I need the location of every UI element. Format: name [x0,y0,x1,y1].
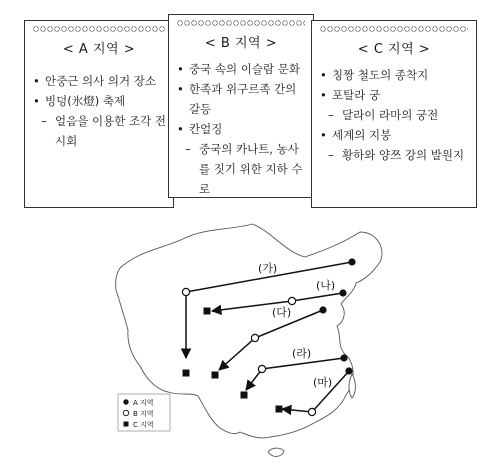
legend-b-marker [123,410,128,415]
note-b-subline: – 중국의 카나트, 농사를 짓기 위한 지하 수로 [185,142,303,196]
binder-holes [320,26,468,32]
note-card-c [311,20,477,208]
legend-b-label: B 지역 [133,410,154,418]
note-c-subline: – 달라이 라마의 궁전 [328,108,439,122]
note-a-body [33,71,167,151]
route-ma-c-point [276,406,283,413]
note-b-line: • 칸얼징 [177,122,223,136]
note-b-title: < B 지역 > [204,36,278,51]
route-ma-a-point [345,367,352,374]
legend-c-label: C 지역 [133,421,154,429]
route-na-a-point [339,289,346,296]
note-a-subline: – 얼음을 이용한 조각 전시회 [41,114,166,148]
route-ra-label: (라) [292,347,312,360]
note-c-line: • 칭짱 철도의 종착지 [320,68,429,82]
route-ma-label: (마) [313,376,333,389]
note-b-body [177,59,307,199]
route-da-label: (다) [272,306,292,319]
note-b-line: • 중국 속의 이슬람 문화 [177,62,300,76]
note-c-body [320,65,470,165]
legend-c-marker [124,422,129,427]
note-c-title: < C 지역 > [357,42,431,57]
route-na-b-point [288,297,295,304]
route-ra-c-point [241,392,248,399]
note-a-title: < A 지역 > [62,42,136,57]
binder-holes [177,20,305,26]
route-na-c-point [204,308,211,315]
route-da-a-point [319,306,326,313]
route-ga-b-point [182,288,189,295]
route-ga-label: (가) [258,262,278,275]
binder-holes [33,26,165,32]
route-ra-a-point [340,354,347,361]
note-card-a [24,20,174,208]
legend-a-marker [123,399,128,404]
route-ga-a-point [348,258,355,265]
route-da-c-point [212,372,219,379]
route-na-label: (나) [316,279,336,292]
note-a-line: • 안중근 의사 의거 장소 [33,74,156,88]
hainan-island [268,448,284,456]
note-c-line: • 세계의 지붕 [320,128,392,142]
legend [118,394,170,431]
note-c-line: • 포탈라 궁 [320,88,381,102]
legend-a-label: A 지역 [133,399,154,407]
note-card-b [168,14,314,198]
note-b-line: • 한족과 위구르족 간의 갈등 [177,82,297,116]
note-c-subline: – 황하와 양쯔 강의 발원지 [328,148,465,162]
note-a-line: • 빙덩(氷燈) 축제 [33,94,126,108]
route-ma-b-point [308,408,315,415]
route-ra-b-point [258,365,265,372]
route-ga-c-point [183,370,190,377]
route-da-b-point [251,334,258,341]
